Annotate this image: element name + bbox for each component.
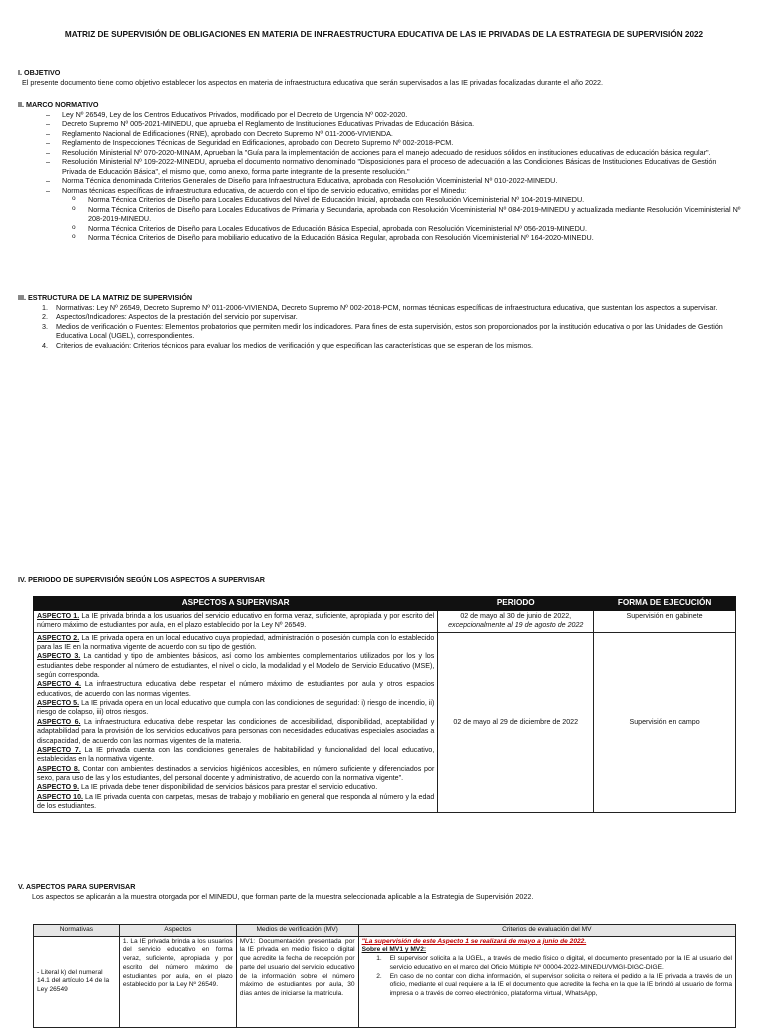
list-item: – Norma Técnica denominada Criterios Generales de Diseño para Infraestructura Educativa, aprobada con Resolución Viceministerial Nº 010-2022-MINEDU. xyxy=(46,176,742,186)
table-header-row xyxy=(34,925,736,937)
sub-list-item: o Norma Técnica Criterios de Diseño para mobiliario educativo de la Educación Básica Regular, aprobada con Resolución Viceministerial Nº 164-2020-MINEDU. xyxy=(72,233,742,243)
section-heading: V. ASPECTOS PARA SUPERVISAR xyxy=(18,882,136,891)
section-periodo xyxy=(18,575,742,585)
aspect-item: ASPECTO 3. La cantidad y tipo de ambientes básicos, así como los ambientes complementarios utilizados por los y los estudiantes debe responder al número de estudiantes, el nivel o ciclo, la modalidad y el Modelo de Servicio Educativo (MSE), según corresponda. xyxy=(37,652,435,679)
paragraph: El presente documento tiene como objetivo establecer los aspectos en materia de infraestructura educativa que serán supervisados a las IE privadas focalizadas durante el año 2022. xyxy=(22,77,603,87)
column-header: Medios de verificación (MV) xyxy=(236,925,358,937)
period-cell: 02 de mayo al 30 de junio de 2022, excepcionalmente al 19 de agosto de 2022 xyxy=(438,610,594,632)
verification-cell: MV1: Documentación presentada por la IE privada en medio físico o digital que acredite la fecha de recepción por parte del usuario del servicio educativo de la información sobre el número máximo de estudiantes por aula, 30 días antes de iniciarse la matrícula. xyxy=(236,936,358,1027)
sub-list-item: o Norma Técnica Criterios de Diseño para Locales Educativos de Primaria y Secundaria, aprobada con Resolución Viceministerial Nº 084-2019-MINEDU y actualizada mediante Resolución Viceministerial Nº 208-2019-MINEDU. xyxy=(72,205,742,224)
list-item: 2. En caso de no contar con dicha información, el supervisor solicita o reitera el pedido a la IE privada a través de un oficio, mediante el cual requiere a la IE el documento que acredite la fecha en la que la IE brindó al usuario de forma impresa o a través de correo electrónico, plataforma virtual, WhatsApp, xyxy=(384,973,732,999)
norm-cell: - Literal k) del numeral 14.1 del artículo 14 de la Ley 26549 xyxy=(34,936,120,1027)
sub-norm-list xyxy=(62,195,742,243)
mode-cell: Supervisión en gabinete xyxy=(594,610,736,632)
supervision-matrix-table xyxy=(33,924,736,1028)
section-aspectos xyxy=(18,882,742,901)
column-header: Criterios de evaluación del MV xyxy=(358,925,735,937)
criteria-subheading: Sobre el MV1 y MV2: xyxy=(361,946,427,954)
list-item: 1. Normativas: Ley Nº 26549, Decreto Supremo Nº 011-2006-VIVIENDA, Decreto Supremo Nº 002-2018-PCM, normas técnicas específicas de infraestructura educativa, que sustentan los aspectos a supervisar. xyxy=(50,303,742,313)
aspect-item: ASPECTO 7. La IE privada cuenta con las condiciones generales de habitabilidad y funcionalidad del local educativo, establecidas en la normativa vigente. xyxy=(37,745,435,764)
table-row xyxy=(34,610,736,632)
list-item: 1. El supervisor solicita a la UGEL, a través de medio físico o digital, el documento presentado por la IE al usuario del servicio educativo en el marco del Oficio Múltiple Nº 00004-2022-MINEDU/VMGI-DIGC-DIGE. xyxy=(384,955,732,972)
aspect-cell: 1. La IE privada brinda a los usuarios del servicio educativo en forma veraz, suficiente, apropiada y por escrito del número máximo de estudiantes por aula, en el plazo establecido por la Ley Nº 26549. xyxy=(119,936,236,1027)
list-item xyxy=(46,186,742,243)
section-heading: I. OBJETIVO xyxy=(18,68,61,77)
list-item: – Reglamento de Inspecciones Técnicas de Seguridad en Edificaciones, aprobado con Decreto Supremo Nº 002-2018-PCM. xyxy=(46,138,742,148)
criteria-list xyxy=(362,955,732,999)
list-item: – Decreto Supremo Nº 005-2021-MINEDU, que aprueba el Reglamento de Instituciones Educativas Privadas de Educación Básica. xyxy=(46,119,742,129)
column-header: Aspectos xyxy=(119,925,236,937)
section-objetivo xyxy=(18,68,742,87)
document-title: MATRIZ DE SUPERVISIÓN DE OBLIGACIONES EN MATERIA DE INFRAESTRUCTURA EDUCATIVA DE LAS IE PRIVADAS DE LA ESTRATEGIA DE SUPERVISIÓN 2022 xyxy=(64,30,704,39)
aspect-item: ASPECTO 8. Contar con ambientes destinados a servicios higiénicos accesibles, en número suficiente y diferenciados por sexo, para uso de las y los estudiantes, del personal docente y administrativo, de acuerdo con la normativa vigente". xyxy=(37,764,435,782)
list-item: 2. Aspectos/Indicadores: Aspectos de la prestación del servicio por supervisar. xyxy=(50,312,742,322)
aspect-item: ASPECTO 4. La infraestructura educativa debe respetar el número máximo de estudiantes por aula y otros espacios educativos, de acuerdo con las normas vigentes. xyxy=(37,680,435,698)
table-row xyxy=(34,632,736,813)
list-item: 4. Criterios de evaluación: Criterios técnicos para evaluar los medios de verificación y que especifican las características que se esperan de los mismos. xyxy=(50,341,742,351)
section-estructura xyxy=(18,293,742,350)
list-item-text: Normas técnicas específicas de infraestructura educativa, de acuerdo con el tipo de servicio educativo, emitidas por el Minedu: xyxy=(62,185,467,195)
paragraph: Los aspectos se aplicarán a la muestra otorgada por el MINEDU, que forman parte de la muestra seleccionada aplicable a la Estrategia de Supervisión 2022. xyxy=(32,891,534,901)
norm-list xyxy=(18,110,742,243)
criteria-cell xyxy=(358,936,735,1027)
column-header: Normativas xyxy=(34,925,120,937)
list-item: 3. Medios de verificación o Fuentes: Elementos probatorios que permiten medir los indicadores. Para fines de esta supervisión, estos son proporcionados por la institución educativa o por las Unidades de Gestión Educativa Local (UGEL), correspondientes. xyxy=(50,322,742,341)
list-item: – Reglamento Nacional de Edificaciones (RNE), aprobado con Decreto Supremo Nº 011-2006-VIVIENDA. xyxy=(46,129,742,139)
aspect-item: ASPECTO 9. La IE privada debe tener disponibilidad de servicios básicos para prestar el servicio educativo. xyxy=(37,783,378,792)
aspect-cell: ASPECTO 1. La IE privada brinda a los usuarios del servicio educativo en forma veraz, suficiente, apropiada y por escrito del número máximo de estudiantes por aula, en el plazo establecido por la Ley Nº 26549. xyxy=(34,610,438,632)
sub-list-item: o Norma Técnica Criterios de Diseño para Locales Educativos de Educación Básica Especial, aprobada con Resolución Viceministerial Nº 056-2019-MINEDU. xyxy=(72,224,742,234)
aspects-cell xyxy=(34,632,438,813)
column-header: FORMA DE EJECUCIÓN xyxy=(594,597,736,611)
list-item: – Ley Nº 26549, Ley de los Centros Educativos Privados, modificado por el Decreto de Urgencia Nº 002-2020. xyxy=(46,110,742,120)
list-item: – Resolución Ministerial Nº 109-2022-MINEDU, aprueba el documento normativo denominado "Disposiciones para el proceso de adecuación a las Condiciones Básicas de Instituciones Educativas de Gestión Privada de Educación Básica", el mismo que, como anexo, forma parte integrante de la presente resolución." xyxy=(46,157,742,176)
criteria-note: "La supervisión de este Aspecto 1 se realizará de mayo a junio de 2022. xyxy=(361,937,587,945)
structure-list xyxy=(18,303,742,351)
period-table xyxy=(33,596,736,813)
mode-cell: Supervisión en campo xyxy=(594,632,736,813)
section-heading: III. ESTRUCTURA DE LA MATRIZ DE SUPERVISIÓN xyxy=(18,293,193,302)
table-row xyxy=(34,936,736,1027)
section-heading: IV. PERIODO DE SUPERVISIÓN SEGÚN LOS ASPECTOS A SUPERVISAR xyxy=(18,575,265,584)
sub-list-item: o Norma Técnica Criterios de Diseño para Locales Educativos del Nivel de Educación Inicial, aprobada con Resolución Viceministerial Nº 104-2019-MINEDU. xyxy=(72,195,742,205)
period-cell: 02 de mayo al 29 de diciembre de 2022 xyxy=(438,632,594,813)
table-header-row xyxy=(34,597,736,611)
list-item: – Resolución Ministerial Nº 070-2020-MINAM, Aprueban la "Guía para la implementación de acciones para el manejo adecuado de residuos sólidos en instituciones educativas de educación básica regular". xyxy=(46,148,742,158)
section-marco-normativo xyxy=(18,100,742,243)
column-header: ASPECTOS A SUPERVISAR xyxy=(34,597,438,611)
section-heading: II. MARCO NORMATIVO xyxy=(18,100,99,109)
aspect-item: ASPECTO 5. La IE privada opera en un local educativo que cumpla con las condiciones de seguridad: i) riesgo de incendio, ii) riesgo de colapso, iii) otros riesgos. xyxy=(37,699,435,717)
aspect-item: ASPECTO 10. La IE privada cuenta con carpetas, mesas de trabajo y mobiliario en general que responda al número y la edad de los estudiantes. xyxy=(37,792,435,811)
column-header: PERIODO xyxy=(438,597,594,611)
aspect-item: ASPECTO 6. La infraestructura educativa debe respetar las condiciones de accesibilidad, disponibilidad, aceptabilidad y adaptabilidad para la provisión de los servicios educativos para personas con necesidades educativas especiales asociadas a discapacidad, de acuerdo con las normas vigentes de la materia. xyxy=(37,717,435,745)
aspect-item: ASPECTO 2. La IE privada opera en un local educativo cuya propiedad, administración o posesión cumpla con lo establecido para las IE en la normativa vigente de acuerdo con su tipo de gestión. xyxy=(37,633,435,651)
